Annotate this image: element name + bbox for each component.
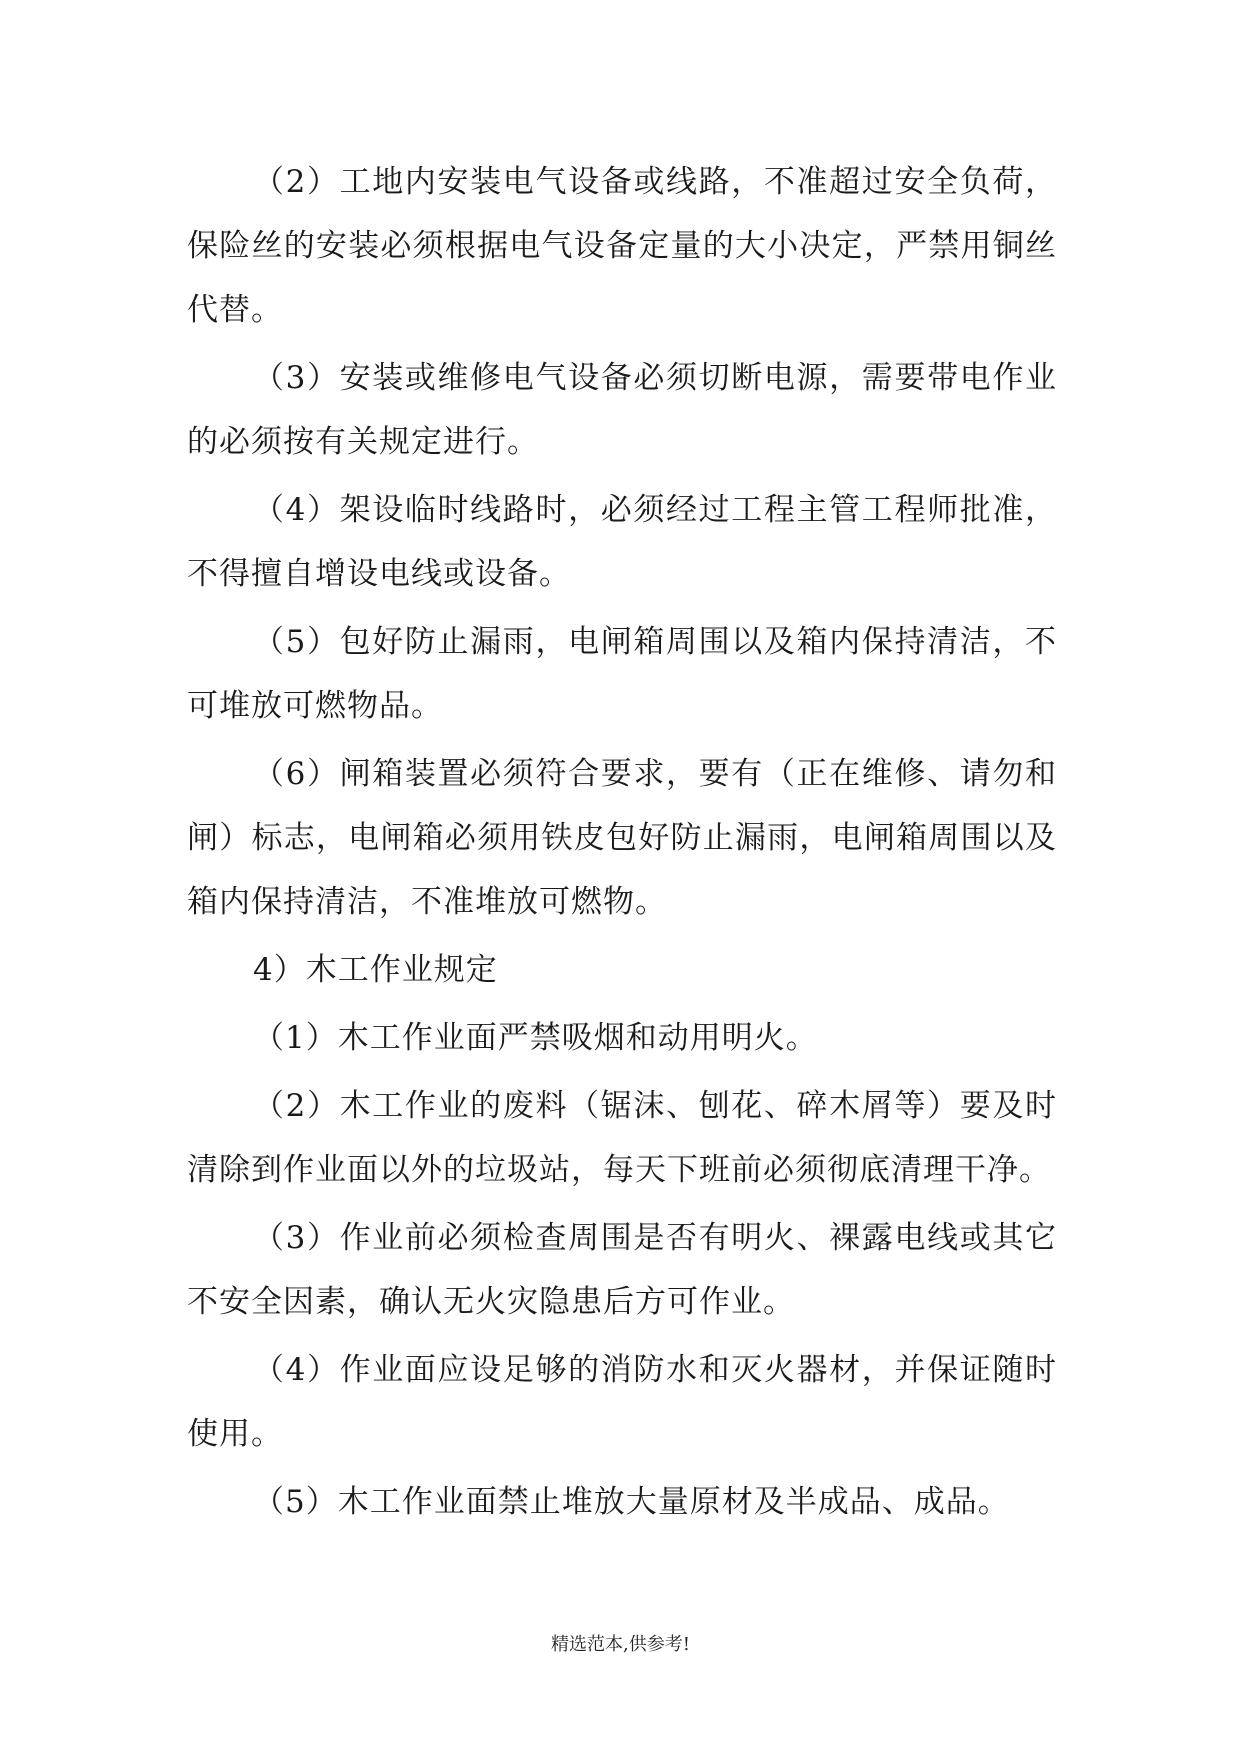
page-footer: 精选范本,供参考! [551, 1634, 690, 1655]
paragraph-carpentry-5: （5）木工作业面禁止堆放大量原材及半成品、成品。 [253, 1484, 1010, 1520]
paragraph-electrical-4: （4）架设临时线路时，必须经过工程主管工程师批准，不得擅自增设电线或设备。 [187, 492, 1057, 592]
paragraph-electrical-6: （6）闸箱装置必须符合要求，要有（正在维修、请勿和闸）标志，电闸箱必须用铁皮包好防止漏雨，电闸箱周围以及箱内保持清洁，不准堆放可燃物。 [187, 756, 1057, 920]
paragraph-carpentry-2: （2）木工作业的废料（锯沫、刨花、碎木屑等）要及时清除到作业面以外的垃圾站，每天下班前必须彻底清理干净。 [187, 1088, 1057, 1188]
paragraph-carpentry-1: （1）木工作业面严禁吸烟和动用明火。 [253, 1020, 818, 1056]
paragraph-electrical-5: （5）包好防止漏雨，电闸箱周围以及箱内保持清洁，不可堆放可燃物品。 [187, 624, 1057, 724]
paragraph-electrical-2: （2）工地内安装电气设备或线路，不准超过安全负荷，保险丝的安装必须根据电气设备定量的大小决定，严禁用铜丝代替。 [187, 164, 1057, 328]
paragraph-carpentry-3: （3）作业前必须检查周围是否有明火、裸露电线或其它不安全因素，确认无火灾隐患后方可作业。 [187, 1220, 1057, 1320]
section-heading-carpentry: 4）木工作业规定 [253, 952, 498, 988]
paragraph-electrical-3: （3）安装或维修电气设备必须切断电源，需要带电作业的必须按有关规定进行。 [187, 360, 1057, 460]
document-body [187, 150, 1057, 1538]
paragraph-carpentry-4: （4）作业面应设足够的消防水和灭火器材，并保证随时使用。 [187, 1352, 1057, 1452]
